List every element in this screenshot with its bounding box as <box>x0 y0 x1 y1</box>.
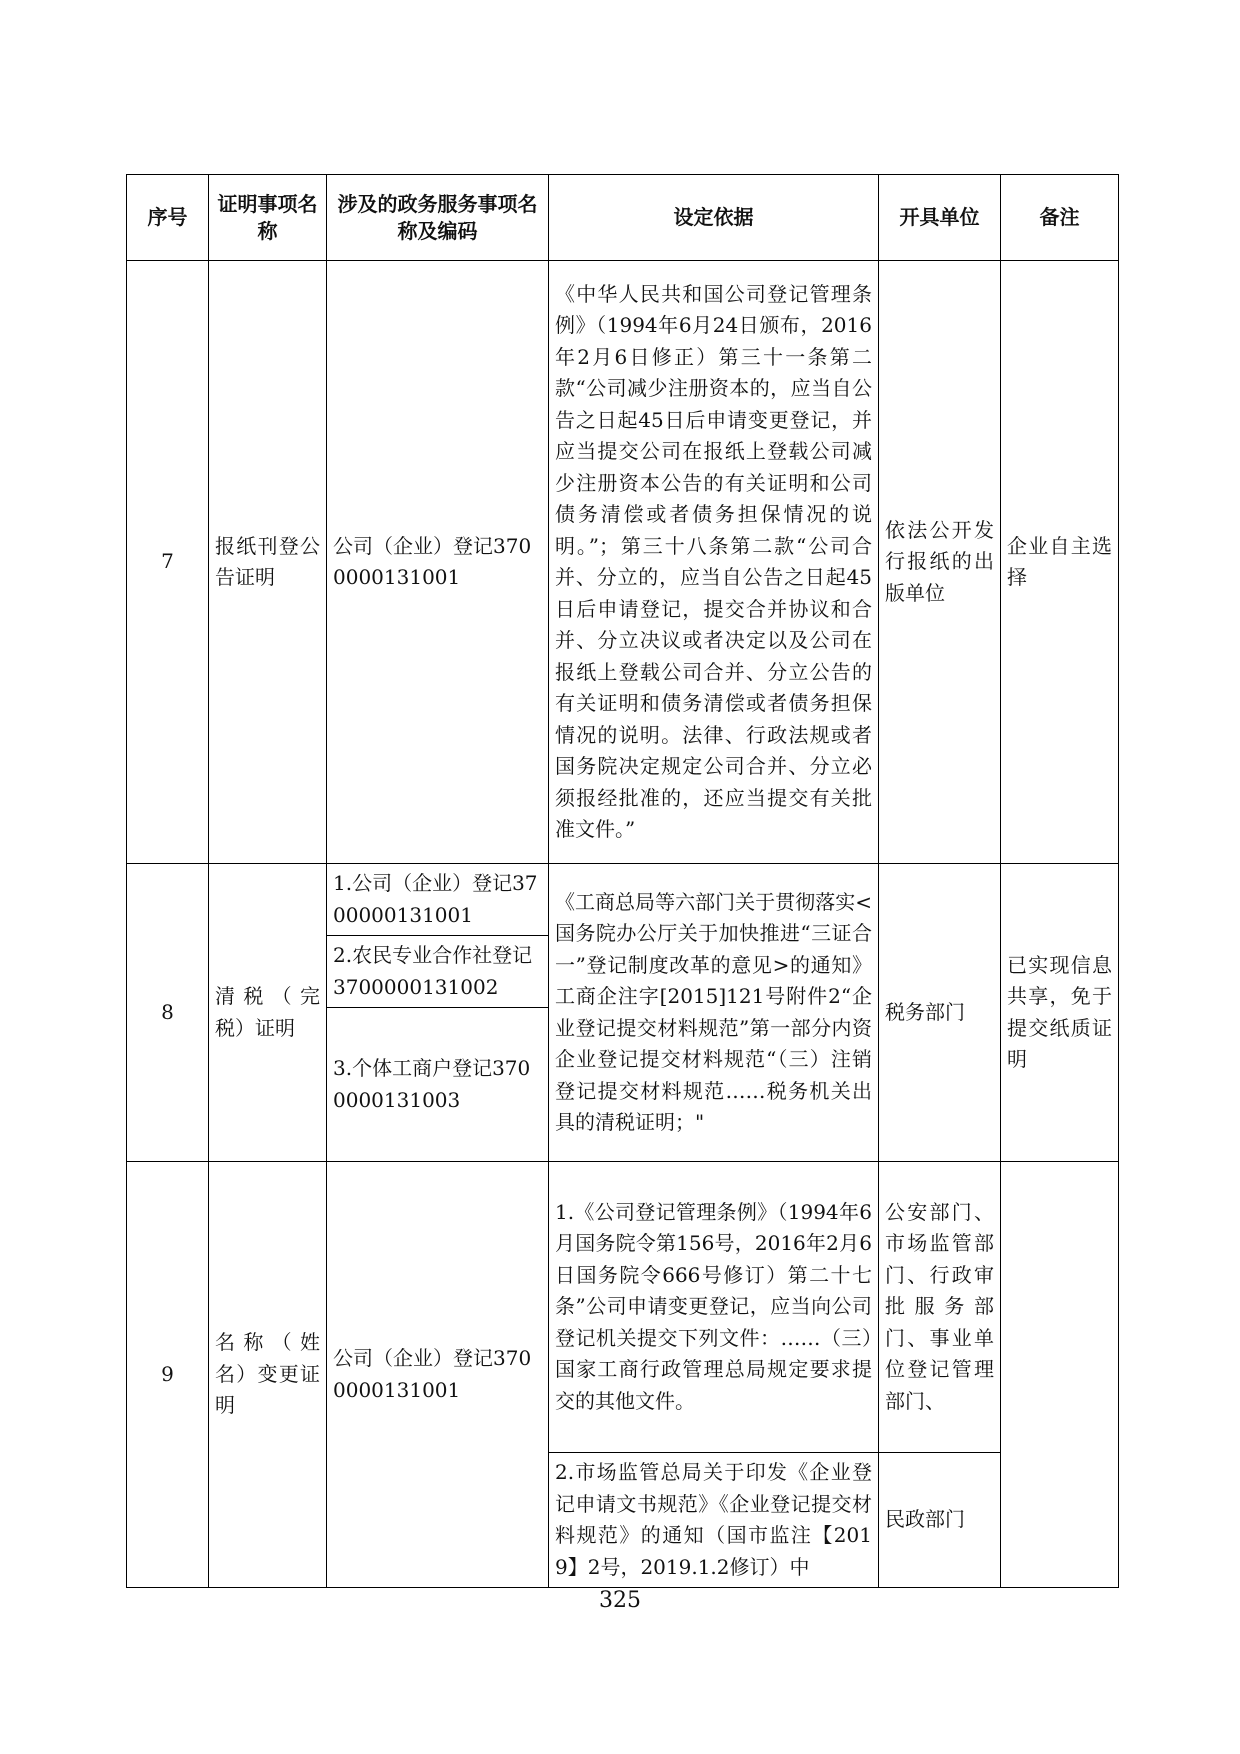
table-row <box>127 261 1119 864</box>
header-name: 证明事项名称 <box>209 175 327 261</box>
row-service: 1.公司（企业）登记3700000131001 <box>327 864 549 936</box>
row-service: 公司（企业）登记3700000131001 <box>327 1162 549 1588</box>
row-issuer: 税务部门 <box>879 864 1001 1162</box>
row-no: 7 <box>127 261 209 864</box>
row-no: 9 <box>127 1162 209 1588</box>
page-number: 325 <box>599 1588 641 1613</box>
row-remark: 已实现信息共享，免于提交纸质证明 <box>1001 864 1119 1162</box>
header-service: 涉及的政务服务事项名称及编码 <box>327 175 549 261</box>
row-remark: 企业自主选择 <box>1001 261 1119 864</box>
header-remark: 备注 <box>1001 175 1119 261</box>
certificate-table <box>126 174 1119 1588</box>
header-row <box>127 175 1119 261</box>
row-no: 8 <box>127 864 209 1162</box>
row-service: 公司（企业）登记3700000131001 <box>327 261 549 864</box>
row-service: 3.个体工商户登记3700000131003 <box>327 1008 549 1162</box>
row-name: 名称（姓名）变更证明 <box>209 1162 327 1588</box>
table-row <box>127 864 1119 936</box>
row-basis: 2.市场监管总局关于印发《企业登记申请文书规范》《企业登记提交材料规范》的通知（国市监注【2019】2号，2019.1.2修订）中 <box>549 1453 879 1588</box>
header-basis: 设定依据 <box>549 175 879 261</box>
row-basis: 《中华人民共和国公司登记管理条例》（1994年6月24日颁布，2016年2月6日修正）第三十一条第二款“公司减少注册资本的，应当自公告之日起45日后申请变更登记，并应当提交公司在报纸上登载公司减少注册资本公告的有关证明和公司债务清偿或者债务担保情况的说明。”；第三十八条第二款“公司合并、分立的，应当自公告之日起45日后申请登记，提交合并协议和合并、分立决议或者决定以及公司在报纸上登载公司合并、分立公告的有关证明和债务清偿或者债务担保情况的说明。法律、行政法规或者国务院决定规定公司合并、分立必须报经批准的，还应当提交有关批准文件。” <box>549 261 879 864</box>
row-basis: 1.《公司登记管理条例》（1994年6月国务院令第156号，2016年2月6日国务院令666号修订）第二十七条”公司申请变更登记，应当向公司登记机关提交下列文件：……（三）国家工商行政管理总局规定要求提交的其他文件。 <box>549 1162 879 1453</box>
row-issuer: 公安部门、市场监管部门、行政审批服务部门、事业单位登记管理部门、 <box>879 1162 1001 1453</box>
row-service: 2.农民专业合作社登记3700000131002 <box>327 936 549 1008</box>
row-issuer: 依法公开发行报纸的出版单位 <box>879 261 1001 864</box>
row-issuer: 民政部门 <box>879 1453 1001 1588</box>
row-name: 报纸刊登公告证明 <box>209 261 327 864</box>
row-basis: 《工商总局等六部门关于贯彻落实<国务院办公厅关于加快推进“三证合一”登记制度改革的意见>的通知》工商企注字[2015]121号附件2“企业登记提交材料规范”第一部分内资企业登记提交材料规范“（三）注销登记提交材料规范……税务机关出具的清税证明；" <box>549 864 879 1162</box>
table-row <box>127 1162 1119 1453</box>
row-remark <box>1001 1162 1119 1588</box>
header-no: 序号 <box>127 175 209 261</box>
header-issuer: 开具单位 <box>879 175 1001 261</box>
row-name: 清税（完税）证明 <box>209 864 327 1162</box>
